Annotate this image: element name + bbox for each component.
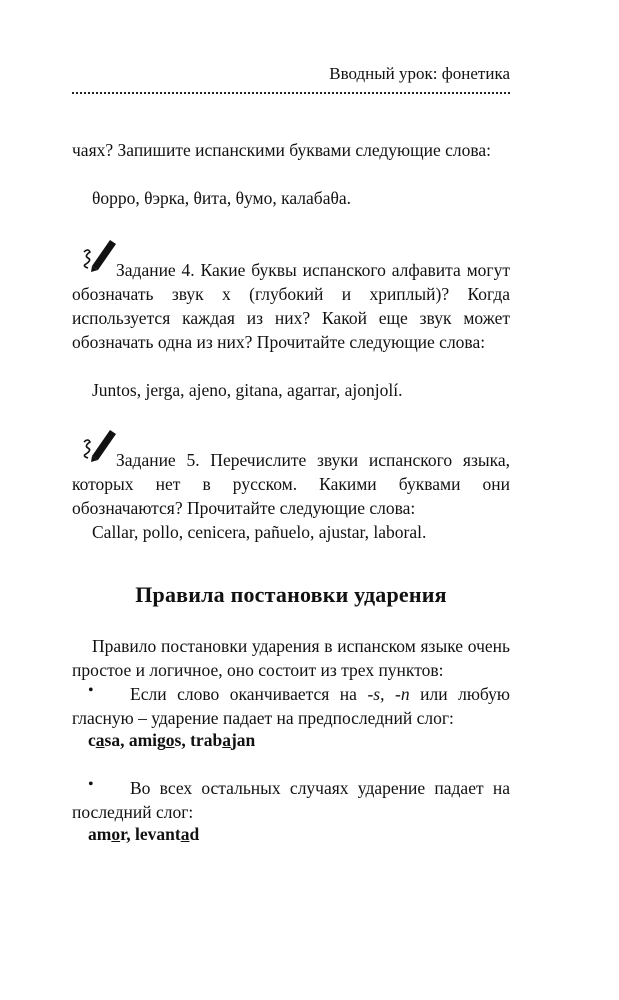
running-header: Вводный урок: фонетика [329,64,510,83]
task5-paragraph: Задание 5. Перечислите звуки испанского языка, которых нет в русском. Какими буквами они обозначаются? Прочитайте следующие слова: [72,450,510,518]
stressed-vowel: o [165,730,175,750]
section-intro: Правило постановки ударения в испанском языке очень простое и логичное, оно состоит из трех пунктов: [72,636,510,680]
stressed-vowel: o [111,824,121,844]
task4-paragraph: Задание 4. Какие буквы испанского алфавита могут обозначать звук х (глубокий и хриплый)? Когда используется каждая из них? Какой еще звук может обозначать одна из них? Прочитайте следующие слова: [72,260,510,352]
continuation-paragraph: чаях? Запишите испанскими буквами следующие слова: [72,140,492,160]
bullet-1-text-before: Если слово оканчивается на [130,684,368,704]
stressed-vowel: a [180,824,190,844]
bullet-1-examples: casa, amigos, trabajan [88,730,256,750]
task5-words: Callar, pollo, cenicera, pañuelo, ajustar, laboral. [92,522,427,542]
task4-words: Juntos, jerga, ajeno, gitana, agarrar, ajonjolí. [92,380,403,400]
bullet-1-text-after: или любую гласную – ударение падает на предпоследний слог: [72,684,510,728]
bullet-marker: • [88,776,94,793]
section-title: Правила постановки ударения [135,582,447,607]
bullet-2-text: Во всех остальных случаях ударение падает на последний слог: [72,778,510,822]
bullet-1-endings: -s, -n [367,684,410,704]
bullet-marker: • [88,682,94,699]
continuation-words: θорро, θэрка, θита, θумо, калабаθа. [92,188,351,208]
header-dotted-rule [72,92,510,94]
bullet-2-examples: amor, levantad [88,824,200,844]
stressed-vowel: a [95,730,105,750]
stressed-vowel: a [222,730,231,750]
bullet-1-text [72,682,510,730]
